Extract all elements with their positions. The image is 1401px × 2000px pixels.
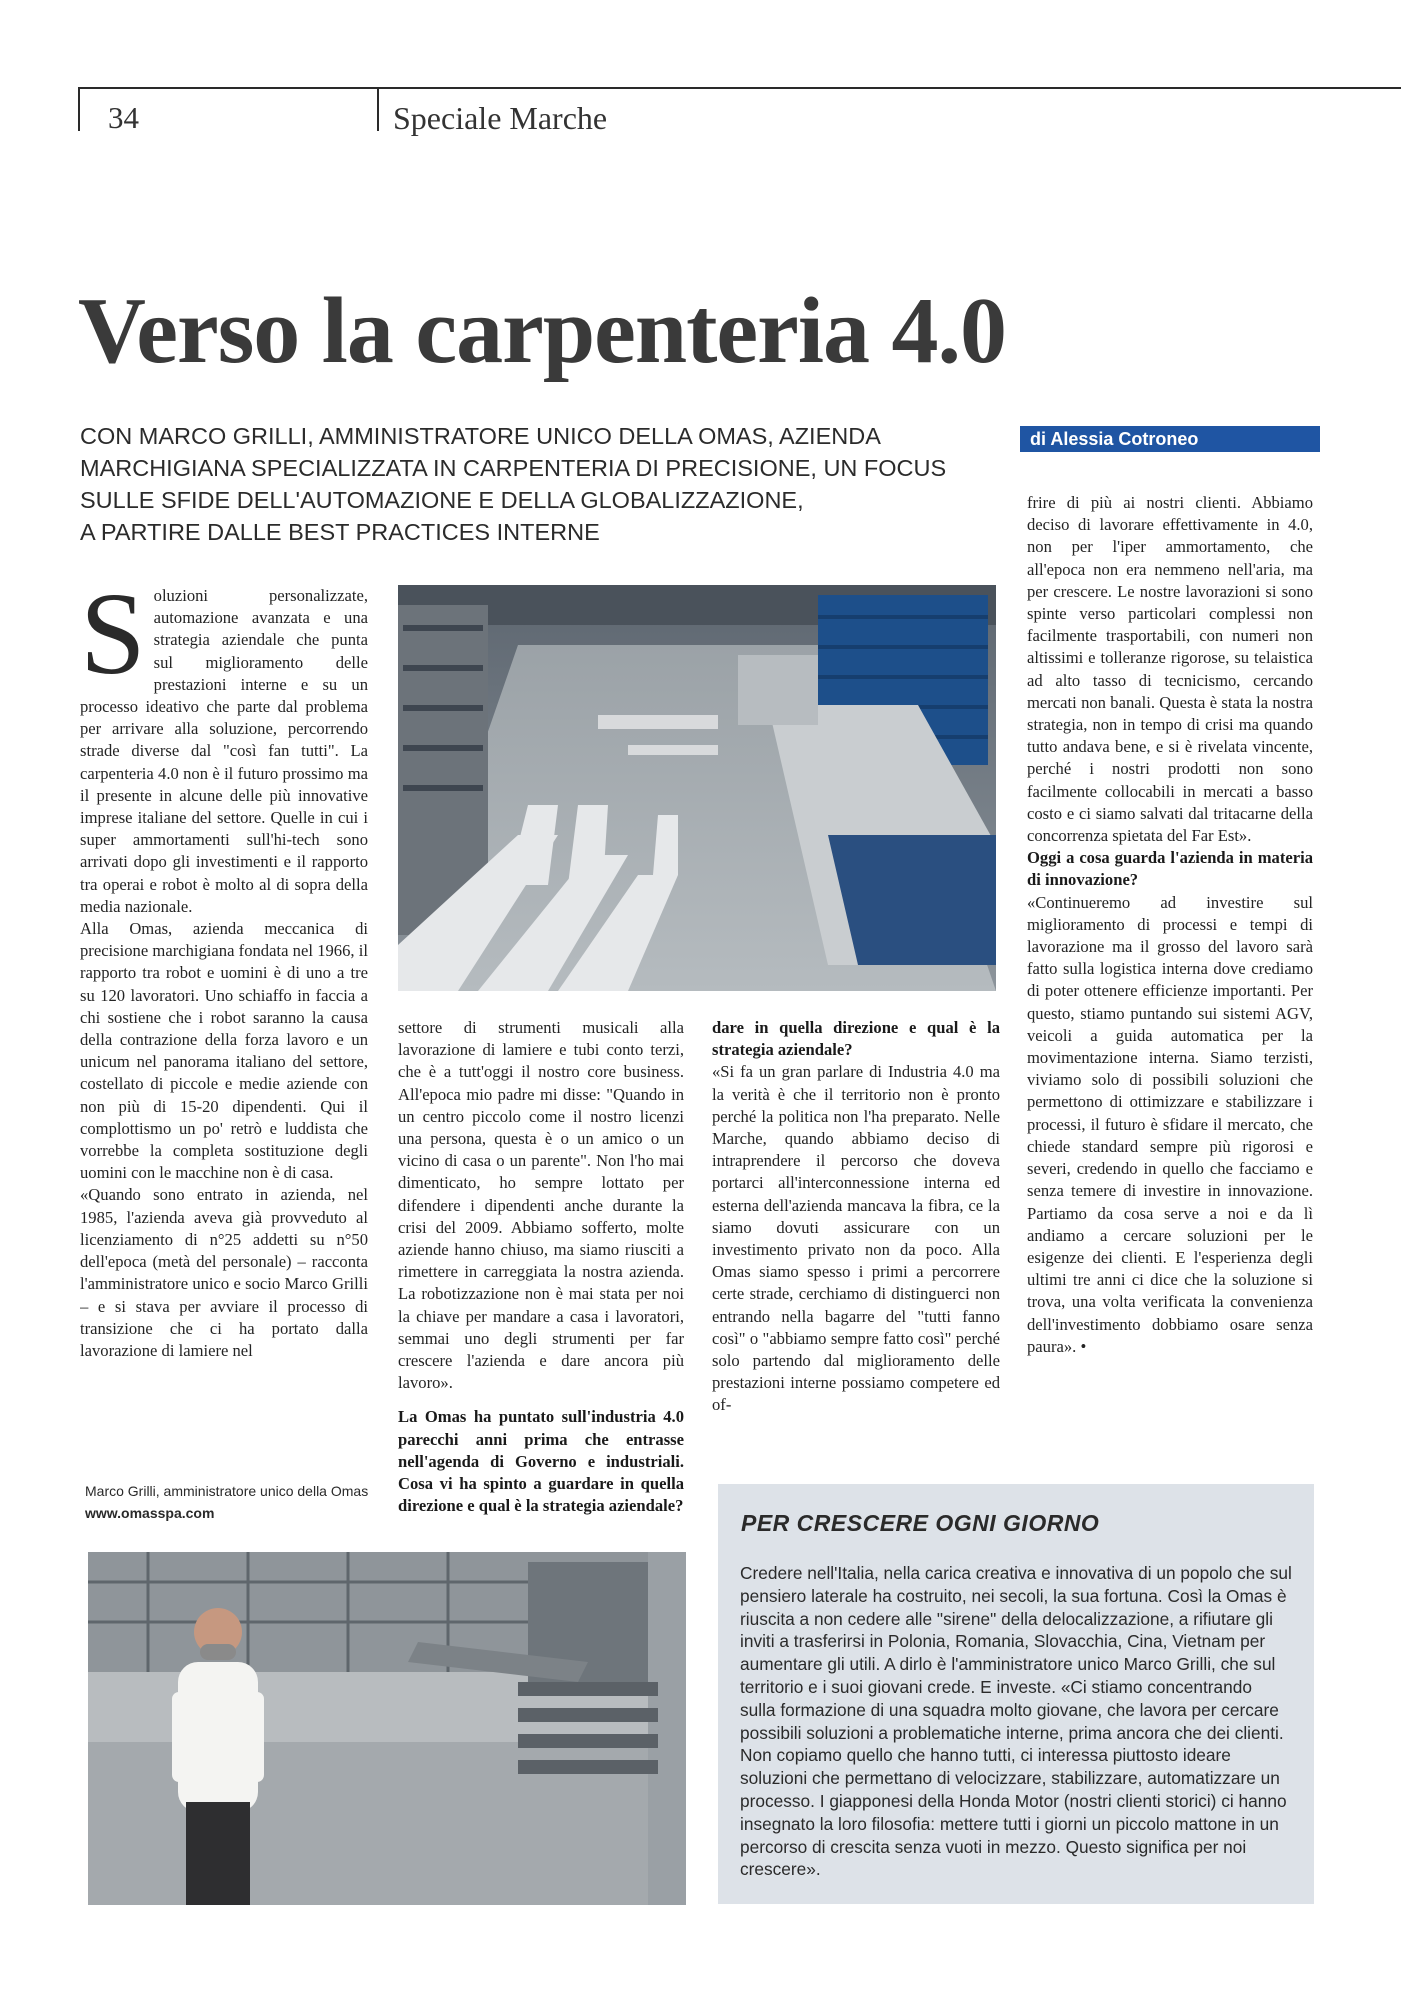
article-deck	[80, 420, 960, 548]
company-website: www.omasspa.com	[85, 1505, 215, 1521]
section-title: Speciale Marche	[393, 100, 608, 136]
drop-cap: S	[80, 585, 146, 699]
caption-text: Marco Grilli, amministratore unico della Omas	[85, 1483, 369, 1499]
interview-question-continued: dare in quella direzione e qual è la strategia aziendale?	[712, 1018, 1000, 1060]
photo-caption	[85, 1480, 385, 1524]
deck-line: A PARTIRE DALLE BEST PRACTICES INTERNE	[80, 519, 600, 545]
page-number: 34	[108, 100, 139, 135]
body-column-2	[398, 1017, 684, 1527]
interview-question: La Omas ha puntato sull'industria 4.0 parecchi anni prima che entrasse nell'agenda di Governo e industriali. Cosa vi ha spinto a guardare in quella direzione e qual è la strategia aziendale?	[398, 1407, 684, 1516]
deck-line: SULLE SFIDE DELL'AUTOMAZIONE E DELLA GLOBALIZZAZIONE,	[80, 487, 804, 513]
portrait-photo	[88, 1552, 686, 1905]
box-text: Credere nell'Italia, nella carica creativa e innovativa di un popolo che sul pensiero laterale ha costruito, nei secoli, la sua fortuna. Così la Omas è riuscita a non cedere alle "sirene" della delocalizzazione, a rifiutare gli inviti a trasferirsi in Polonia, Romania, Slovacchia, Cina, Vietnam per aumentare gli utili. A dirlo è l'amministratore unico Marco Grilli, che sul territorio e i suoi giovani crede. E investe. «Ci stiamo concentrando sulla formazione di una squadra molto giovane, che lavora per cercare possibili soluzioni a problematiche interne, prima ancora che dei clienti. Non copiamo quello che hanno tutti, ci interessa piuttosto ideare soluzioni che permettano di velocizzare, stabilizzare, automatizzare un processo. I giapponesi della Honda Motor (nostri clienti storici) ci hanno insegnato la loro filosofia: mettere tutti i giorni un piccolo mattone in un percorso di crescita senza vuoti in mezzo. Questo significa per noi crescere».	[740, 1563, 1292, 1880]
deck-line: CON MARCO GRILLI, AMMINISTRATORE UNICO DELLA OMAS, AZIENDA	[80, 423, 881, 449]
body-paragraph: frire di più ai nostri clienti. Abbiamo deciso di lavorare effettivamente in 4.0, non per l'iper ammortamento, che all'epoca non era nemmeno nell'aria, ma per crescere. Le nostre lavorazioni si sono spinte verso particolari complessi non facilmente trasportabili, con numeri non altissimi e tolleranze rigorose, su telaistica ad alto tasso di tecnicismo, cercando mercati non banali. Questa è stata la nostra strategia, non in tempo di crisi ma quando tutto andava bene, e si è rivelata vincente, perché i nostri prodotti non sono facilmente collocabili in mercati a basso costo e ci siamo salvati dal tritacarne della concorrenza spietata del Far Est».	[1027, 493, 1313, 846]
body-column-3	[712, 1017, 1000, 1452]
body-column-1	[80, 585, 368, 1430]
body-column-4	[1027, 492, 1313, 1452]
deck-line: MARCHIGIANA SPECIALIZZATA IN CARPENTERIA DI PRECISIONE, UN FOCUS	[80, 455, 947, 481]
body-paragraph: «Continueremo ad investire sul miglioramento di processi e tempi di lavorazione ma il grosso del lavoro sarà fatto sulla logistica interna dove crediamo di poter ottenere efficienze importanti. Per questo, stiamo puntando sui sistemi AGV, veicoli a guida automatica per la movimentazione interna. Siamo terzisti, viviamo solo di possibili soluzioni che permettono di ottimizzare e stabilizzare i processi, il futuro è sfidare il mercato, che chiede standard sempre più rigorosi e severi, credendo in quello che facciamo e senza temere di investire in innovazione. Partiamo da cosa serve a noi e da lì andiamo a cercare soluzioni per le esigenze dei clienti. E l'esperienza degli ultimi tre anni ci dice che la soluzione si trova, una volta verificata la convenienza dell'investimento dobbiamo osare senza paura». •	[1027, 892, 1313, 1356]
body-paragraph: «Si fa un gran parlare di Industria 4.0 ma la verità è che il territorio non è pronto perché la politica non l'ha preparato. Nelle Marche, quando abbiamo deciso di intraprendere il percorso che doveva portarci all'interconnessione interna ed esterna dell'azienda mancava la fibra, ce la siamo dovuti assicurare con un investimento privato non da poco. Alla Omas siamo spesso i primi a percorrere certe strade, cerchiamo di distinguerci non entrando nella bagarre del "tutti fanno così" o "abbiamo sempre fatto così" perché solo partendo dal miglioramento delle prestazioni interne possiamo competere ed of-	[712, 1062, 1000, 1415]
body-paragraph: settore di strumenti musicali alla lavorazione di lamiere e tubi conto terzi, che è a tutt'oggi il nostro core business. All'epoca mio padre mi disse: "Quando in un centro piccolo come il nostro licenzi una persona, questa è o un amico o un vicino di casa o un parente". Non l'ho mai dimenticato, ho sempre lottato per difendere i dipendenti anche durante la crisi del 2009. Abbiamo sofferto, molte aziende hanno chiuso, ma siamo riusciti a rimettere in carreggiata la nostra azienda. La robotizzazione non è mai stata per noi la chiave per mandare a casa i lavoratori, semmai uno degli strumenti per far crescere l'azienda e dare ancora più lavoro».	[398, 1018, 684, 1393]
interview-question: Oggi a cosa guarda l'azienda in materia di innovazione?	[1027, 848, 1313, 890]
header-rule	[78, 87, 1401, 89]
header-divider-left	[78, 87, 80, 131]
author-byline: di Alessia Cotroneo	[1020, 426, 1320, 452]
body-paragraph	[80, 585, 368, 918]
body-paragraph: Alla Omas, azienda meccanica di precisione marchigiana fondata nel 1966, il rapporto tra robot e uomini è di uno a tre su 120 lavoratori. Uno schiaffo in faccia a chi sostiene che i robot saranno la causa della contrazione della forza lavoro e un unicum nel panorama italiano del settore, costellato di piccole e medie aziende con non più di 15-20 dipendenti. Qui il complottismo un po' retrò e luddista che vorrebbe la completa sostituzione degli uomini con le macchine non è di casa.	[80, 919, 368, 1183]
paragraph-text: oluzioni personalizzate, automazione avanzata e una strategia aziendale che punta sul miglioramento delle prestazioni interne e su un processo ideativo che parte dal problema per arrivare alla soluzione, percorrendo strade diverse dal "così fan tutti". La carpenteria 4.0 non è il futuro prossimo ma il presente in alcune delle più innovative imprese italiane del settore. Quelle in cui i super ammortamenti sull'hi-tech sono arrivati dopo gli investimenti e il rapporto tra operai e robot è molto al di sopra della media nazionale.	[80, 586, 368, 916]
header-divider-right	[377, 87, 379, 131]
factory-photo	[398, 585, 996, 991]
article-title: Verso la carpenteria 4.0	[78, 279, 1006, 383]
box-title: PER CRESCERE OGNI GIORNO	[741, 1510, 1100, 1536]
body-paragraph: «Quando sono entrato in azienda, nel 1985, l'azienda aveva già provveduto al licenziamento di n°25 addetti su n°50 dell'epoca (metà del personale) – racconta l'amministratore unico e socio Marco Grilli – e si stava per avviare il processo di transizione che ci ha portato dalla lavorazione di lamiere nel	[80, 1185, 368, 1360]
